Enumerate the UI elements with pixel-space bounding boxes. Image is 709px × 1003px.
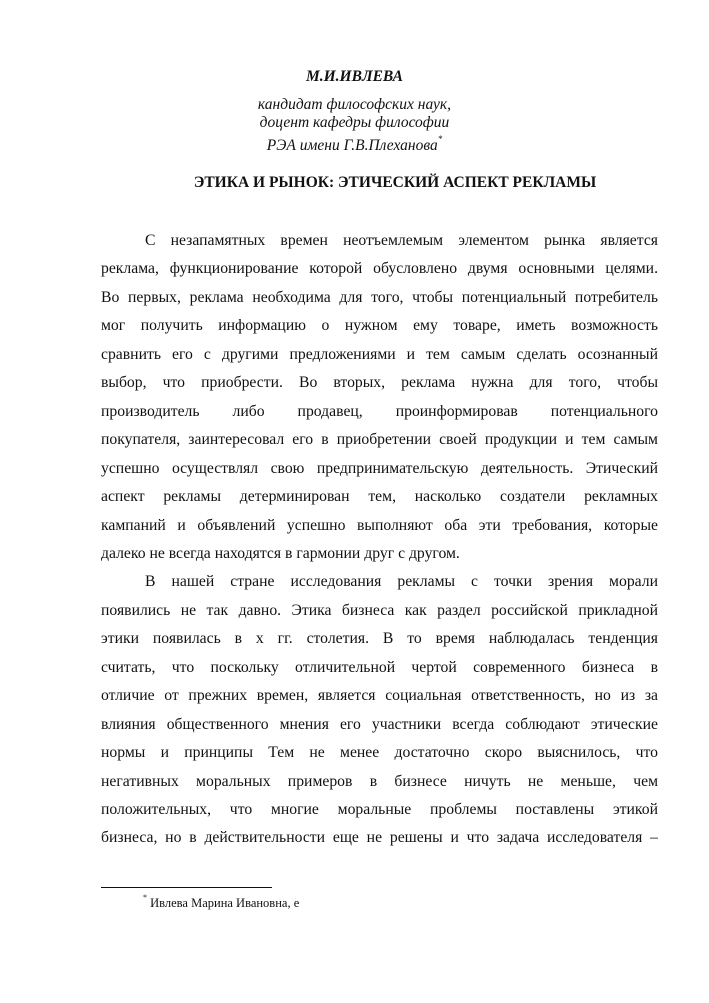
- footnote: [143, 895, 299, 911]
- body-line: появились не так давно. Этика бизнеса как раздел российской прикладной: [101, 601, 658, 619]
- author-position: доцент кафедры философии: [259, 114, 450, 131]
- body-line: негативных моральных примеров в бизнесе ничуть не меньше, чем: [101, 772, 658, 790]
- body-line: покупателя, заинтересовал его в приобретении своей продукции и тем самым: [101, 431, 658, 449]
- body-line: выбор, что приобрести. Во вторых, реклама нужна для того, чтобы: [101, 374, 658, 392]
- body-line: реклама, функционирование которой обусловлено двумя основными целями.: [101, 260, 658, 278]
- body-line: нормы и принципы Тем не менее достаточно скоро выяснилось, что: [101, 744, 658, 762]
- body-line: далеко не всегда находятся в гармонии друг с другом.: [101, 544, 460, 562]
- body-line: этики появилась в х гг. столетия. В то время наблюдалась тенденция: [101, 630, 658, 648]
- body-line: сравнить его с другими предложениями и тем самым сделать осознанный: [101, 345, 658, 363]
- author-institution-text: РЭА имени Г.В.Плеханова: [266, 137, 438, 155]
- footnote-separator: [101, 887, 272, 888]
- body-line: производитель либо продавец, проинформировав потенциального: [101, 402, 658, 420]
- body-line: влияния общественного мнения его участники всегда соблюдают этические: [101, 715, 658, 733]
- author-institution: [0, 132, 709, 155]
- body-line: Во первых, реклама необходима для того, чтобы потенциальный потребитель: [101, 288, 658, 306]
- body-line: отличие от прежних времен, является социальная ответственность, но из за: [101, 687, 658, 705]
- body-line: положительных, что многие моральные проблемы поставлены этикой: [101, 801, 658, 818]
- body-line: успешно осуществлял свою предпринимательскую деятельность. Этический: [101, 459, 658, 477]
- body-line: кампаний и объявлений успешно выполняют оба эти требования, которые: [101, 516, 658, 534]
- body-line: аспект рекламы детерминирован тем, насколько создатели рекламных: [101, 488, 658, 506]
- author-degree: кандидат философских наук,: [257, 96, 452, 113]
- author-name: М.И.ИВЛЕВА: [305, 68, 404, 85]
- body-line: В нашей стране исследования рекламы с точки зрения морали: [145, 573, 658, 591]
- article-title: ЭТИКА И РЫНОК: ЭТИЧЕСКИЙ АСПЕКТ РЕКЛАМЫ: [193, 174, 597, 191]
- body-line: С незапамятных времен неотъемлемым элементом рынка является: [145, 232, 658, 249]
- body-line: мог получить информацию о нужном ему товаре, иметь возможность: [101, 317, 658, 335]
- body-line: считать, что поскольку отличительной чертой современного бизнеса в: [101, 658, 658, 676]
- footnote-mark: *: [143, 893, 147, 902]
- footnote-reference: *: [437, 134, 443, 144]
- body-line: бизнеса, но в действительности еще не решены и что задача исследователя –: [101, 829, 658, 847]
- footnote-text: Ивлева Марина Ивановна, е: [150, 896, 300, 911]
